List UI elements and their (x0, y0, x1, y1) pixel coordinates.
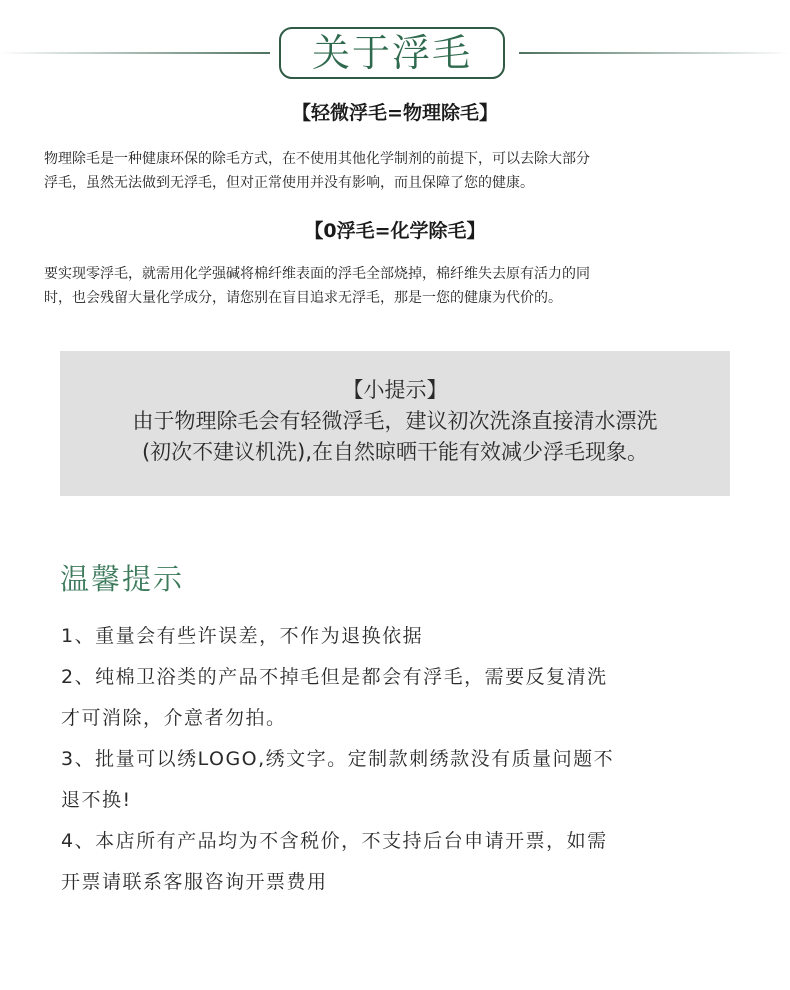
paragraph-line: 浮毛，虽然无法做到无浮毛，但对正常使用并没有影响，而且保障了您的健康。 (44, 175, 534, 191)
paragraph-line: 要实现零浮毛，就需用化学强碱将棉纤维表面的浮毛全部烧掉，棉纤维失去原有活力的同 (44, 266, 590, 282)
tip-box (60, 351, 730, 496)
title-divider-right (519, 52, 790, 54)
notice-list (61, 616, 751, 903)
title-banner (0, 26, 790, 82)
notice-line: 开票请联系客服咨询开票费用 (61, 871, 328, 893)
tip-label: 【小提示】 (342, 378, 448, 402)
tip-line: (初次不建议机洗),在自然晾晒干能有效减少浮毛现象。 (141, 440, 649, 464)
notice-line: 3、批量可以绣LOGO,绣文字。定制款刺绣款没有质量问题不 (61, 748, 615, 770)
section-paragraph-chemical (44, 262, 754, 310)
paragraph-line: 物理除毛是一种健康环保的除毛方式，在不使用其他化学制剂的前提下，可以去除大部分 (44, 151, 590, 167)
paragraph-line: 时，也会残留大量化学成分，请您别在盲目追求无浮毛，那是一您的健康为代价的。 (44, 290, 562, 306)
tip-line: 由于物理除毛会有轻微浮毛，建议初次洗涤直接清水漂洗 (132, 409, 658, 433)
notice-line: 2、纯棉卫浴类的产品不掉毛但是都会有浮毛，需要反复清洗 (61, 666, 608, 688)
notice-title: 温馨提示 (60, 562, 185, 596)
section-heading-physical: 【轻微浮毛=物理除毛】 (292, 102, 498, 124)
notice-line: 4、本店所有产品均为不含税价，不支持后台申请开票，如需 (61, 830, 608, 852)
page-title: 关于浮毛 (279, 27, 505, 79)
notice-line: 才可消除，介意者勿拍。 (61, 707, 287, 729)
notice-line: 1、重量会有些许误差，不作为退换依据 (61, 625, 424, 647)
notice-line: 退不换! (61, 789, 132, 811)
section-paragraph-physical (44, 147, 754, 195)
section-heading-chemical: 【0浮毛=化学除毛】 (304, 220, 486, 242)
title-divider-left (0, 52, 270, 54)
